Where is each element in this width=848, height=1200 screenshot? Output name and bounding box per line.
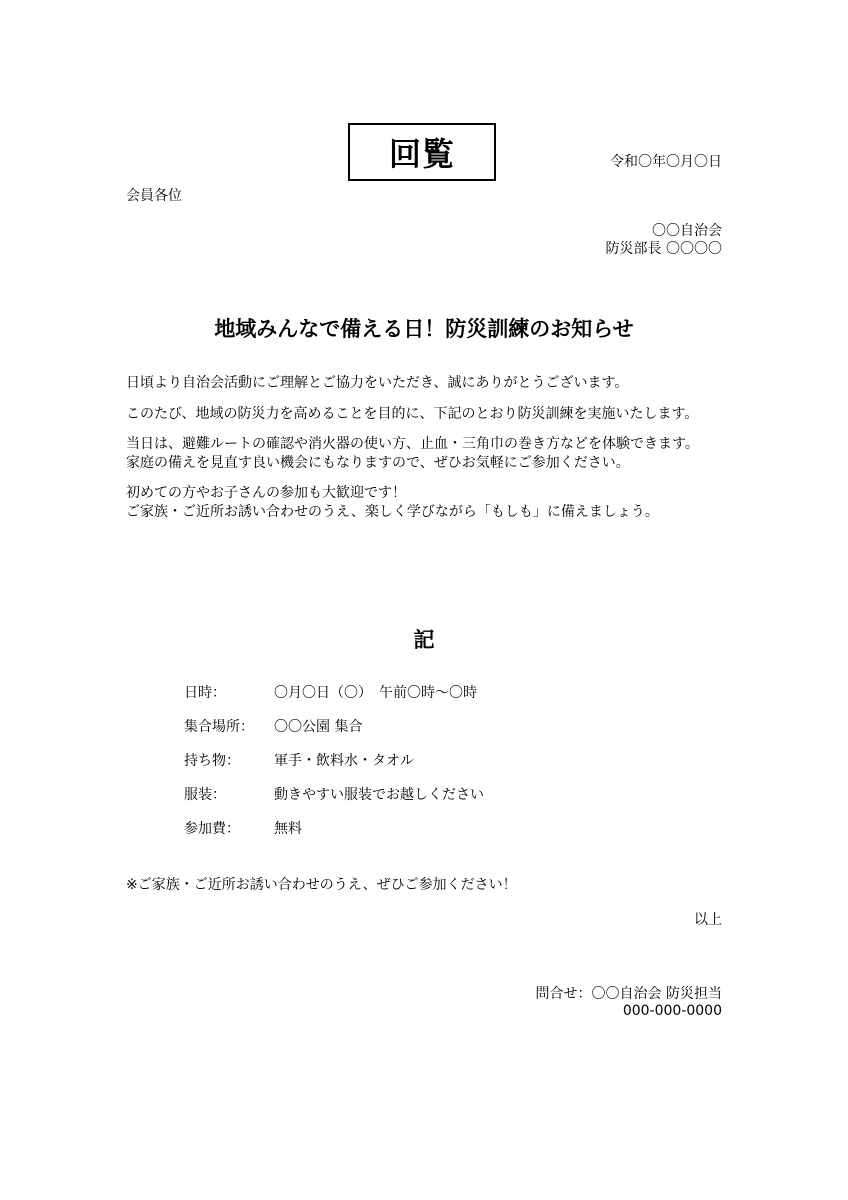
- contact-line: 問合せ：〇〇自治会 防災担当: [535, 986, 722, 1002]
- kairan-stamp: [348, 123, 496, 181]
- detail-label: 集合場所：: [184, 719, 254, 735]
- detail-value: 〇月〇日（〇） 午前〇時～〇時: [274, 685, 477, 701]
- detail-value: 無料: [274, 821, 302, 837]
- closing-ijo: 以上: [694, 912, 722, 928]
- issue-date: 令和〇年〇月〇日: [610, 154, 722, 170]
- invitation-note: ※ご家族・ご近所お誘い合わせのうえ、ぜひご参加ください！: [126, 877, 517, 893]
- activity-paragraph: [126, 435, 726, 472]
- detail-row-belongings: [184, 750, 484, 784]
- detail-value: 動きやすい服装でお越しください: [274, 787, 484, 803]
- recipient: 会員各位: [126, 188, 182, 204]
- ki-heading: 記: [413, 628, 435, 652]
- purpose-paragraph: このたび、地域の防災力を高めることを目的に、下記のとおり防災訓練を実施いたします。: [126, 405, 699, 422]
- document-title: 地域みんなで備える日！防災訓練のお知らせ: [214, 317, 634, 341]
- contact-phone: 000-000-0000: [622, 1003, 722, 1019]
- activity-line-2: 家庭の備えを見直す良い機会にもなりますので、ぜひお気軽にご参加ください。: [126, 454, 630, 471]
- detail-label: 参加費：: [184, 821, 240, 837]
- detail-value: 軍手・飲料水・タオル: [274, 753, 414, 769]
- activity-line-1: 当日は、避難ルートの確認や消火器の使い方、止血・三角巾の巻き方などを体験できます。: [126, 436, 699, 452]
- sender-name: 防災部長 〇〇〇〇: [605, 241, 722, 257]
- detail-label: 服装：: [184, 787, 226, 803]
- detail-row-clothing: [184, 784, 484, 818]
- detail-row-datetime: [184, 682, 484, 716]
- welcome-line-2: ご家族・ご近所お誘い合わせのうえ、楽しく学びながら「もしも」に備えましょう。: [126, 503, 659, 520]
- body-text: [126, 374, 726, 533]
- detail-value: 〇〇公園 集合: [274, 719, 363, 735]
- detail-row-fee: [184, 818, 484, 852]
- detail-label: 日時：: [184, 685, 226, 701]
- detail-label: 持ち物：: [184, 753, 240, 769]
- detail-row-meeting-place: [184, 716, 484, 750]
- kairan-label: 回覧: [388, 135, 455, 173]
- sender-organization: 〇〇自治会: [652, 223, 722, 239]
- welcome-paragraph: [126, 484, 726, 521]
- welcome-line-1: 初めての方やお子さんの参加も大歓迎です！: [126, 485, 406, 501]
- details-list: [184, 682, 484, 852]
- greeting-paragraph: 日頃より自治会活動にご理解とご協力をいただき、誠にありがとうございます。: [126, 375, 629, 391]
